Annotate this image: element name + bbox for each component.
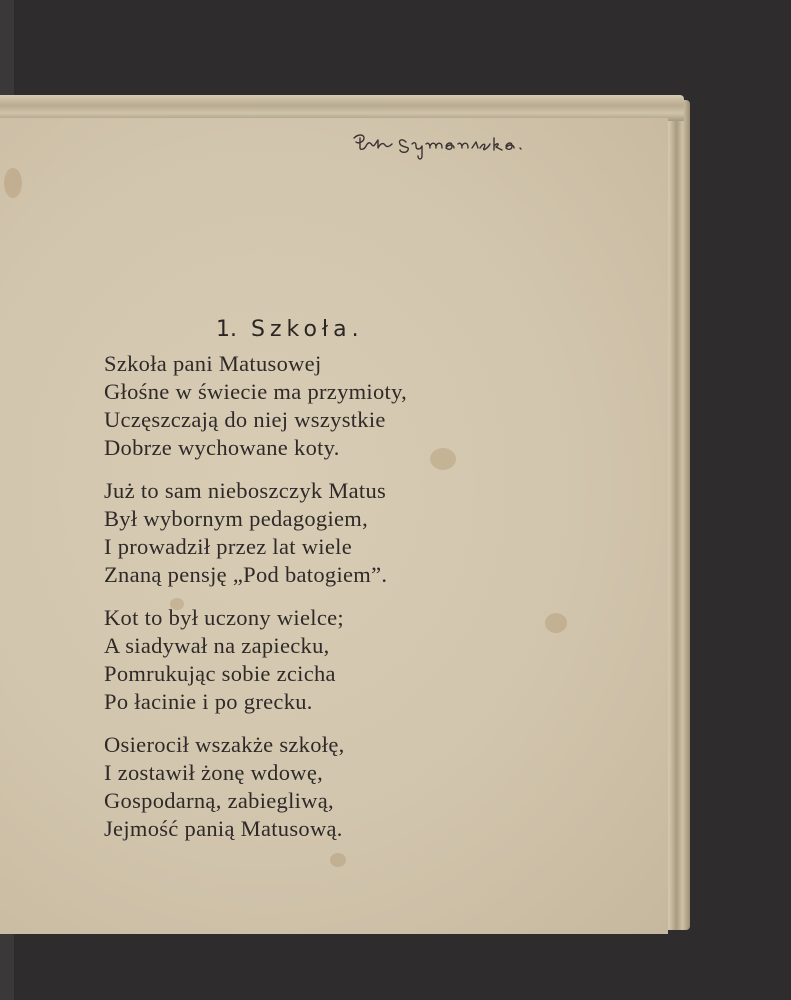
verse-line: Uczęszczają do niej wszystkie <box>104 407 386 432</box>
stanza <box>104 731 624 843</box>
verse-line: Znaną pensję „Pod batogiem”. <box>104 562 388 587</box>
paper-stain <box>330 853 346 867</box>
verse-line: Dobrze wychowane koty. <box>104 435 340 460</box>
verse-line: Już to sam nieboszczyk Matus <box>104 478 387 503</box>
stanza <box>104 350 624 462</box>
stanza <box>104 477 624 589</box>
stanza <box>104 604 624 716</box>
verse-line: Gospodarną, zabiegliwą, <box>104 788 334 813</box>
verse-line: A siadywał na zapiecku, <box>104 633 330 658</box>
poem-number: 1. <box>216 317 237 342</box>
verse-line: Głośne w świecie ma przymioty, <box>104 379 408 404</box>
verse-line: Pomrukując sobie zcicha <box>104 661 336 686</box>
verse-line: Kot to był uczony wielce; <box>104 605 344 630</box>
verse-line: Osierocił wszakże szkołę, <box>104 732 345 757</box>
verse-line: Szkoła pani Matusowej <box>104 351 322 376</box>
poem-title: Szkoła. <box>251 317 364 342</box>
verse-line: Po łacinie i po grecku. <box>104 689 313 714</box>
verse-line: Był wybornym pedagogiem, <box>104 506 369 531</box>
verse-line: I prowadził przez lat wiele <box>104 534 352 559</box>
verse-line: I zostawił żonę wdowę, <box>104 760 324 785</box>
poem-heading <box>216 310 624 350</box>
poem <box>104 310 624 843</box>
paper-stain <box>4 168 22 198</box>
handwritten-signature <box>350 130 565 164</box>
verse-line: Jejmość panią Matusową. <box>104 816 343 841</box>
